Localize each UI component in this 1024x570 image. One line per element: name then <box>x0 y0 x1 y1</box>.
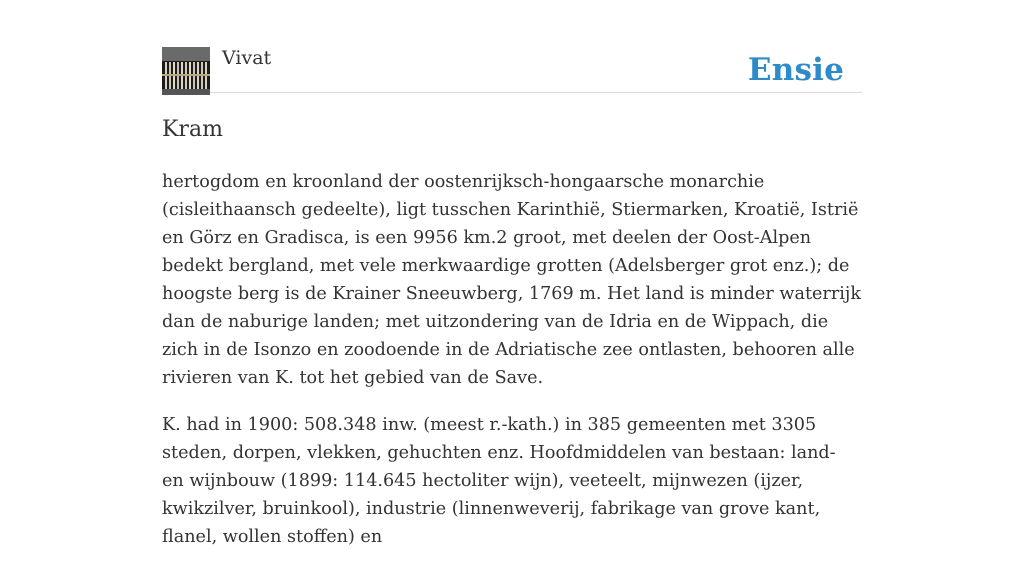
paragraph: K. had in 1900: 508.348 inw. (meest r.-kath.) in 385 gemeenten met 3305 steden, dorpen, vlekken, gehuchten enz. Hoofdmiddelen van bestaan: land- en wijnbouw (1899: 114.645 hectoliter wijn), veeteelt, mijnwezen (ijzer, kwikzilver, bruinkool), industrie (linnenweverij, fabrikage van grove kant, flanel, wollen stoffen) en <box>162 415 836 547</box>
article-body <box>162 168 862 570</box>
book-spines-avatar-icon <box>162 47 210 95</box>
header <box>162 46 862 93</box>
author-name[interactable]: Vivat <box>222 47 272 69</box>
paragraph: hertogdom en kroonland der oostenrijksch-hongaarsche monarchie (cisleithaansch gedeelte), ligt tusschen Karinthië, Stiermarken, Kroatië, Istrië en Görz en Gradisca, is een 9956 km.2 groot, met deelen der Oost-Alpen bedekt bergland, met vele merkwaardige grotten (Adelsberger grot enz.); de hoogste berg is de Krainer Sneeuwberg, 1769 m. Het land is minder waterrijk dan de naburige landen; met uitzondering van de Idria en de Wippach, die zich in de Isonzo en zoodoende in de Adriatische zee ontlasten, behooren alle rivieren van K. tot het gebied van de Save. <box>162 172 861 388</box>
brand-logo[interactable]: Ensie <box>747 52 844 88</box>
avatar[interactable] <box>162 47 210 95</box>
page-title: Kram <box>162 117 223 142</box>
